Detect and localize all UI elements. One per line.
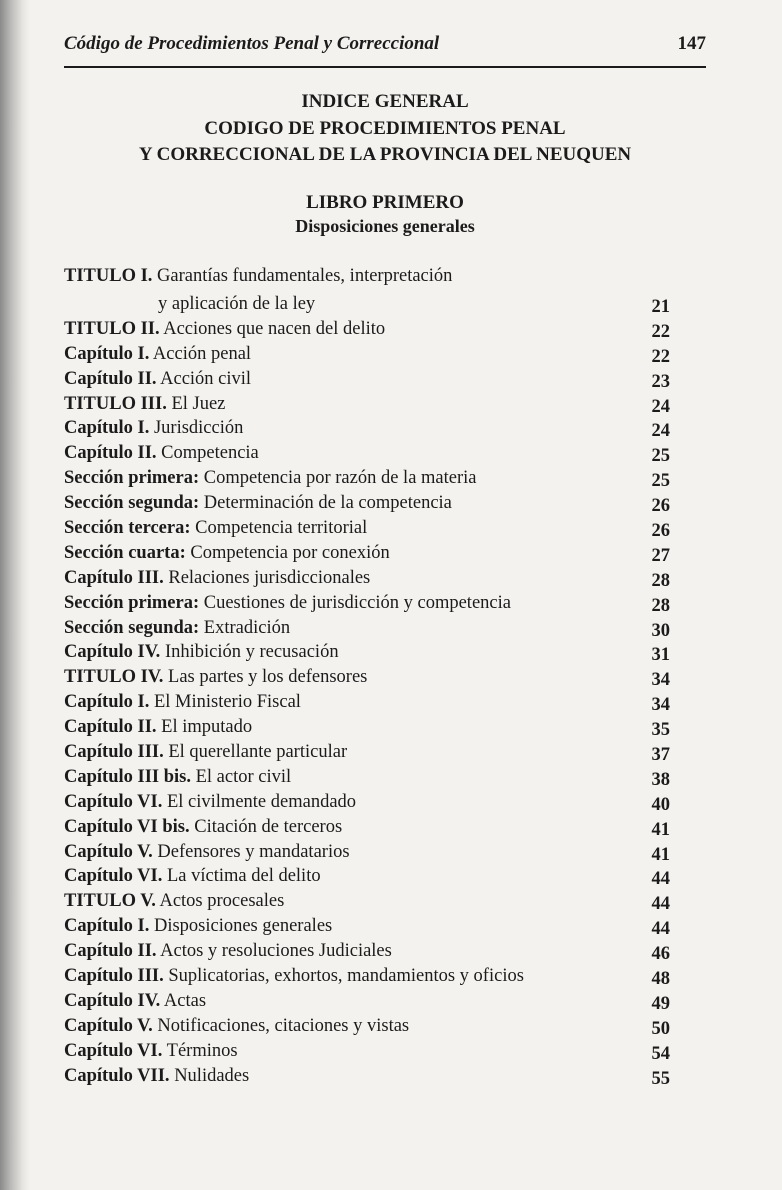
toc-entry: [64, 840, 706, 865]
toc-entry-page: 44: [651, 919, 670, 940]
book-subtitle: Disposiciones generales: [295, 216, 475, 236]
toc-entry-title: Competencia territorial: [190, 518, 368, 539]
toc-entry: [64, 640, 706, 665]
toc-entry-title: Actos procesales: [155, 891, 285, 912]
toc-entry-title: El actor civil: [190, 766, 292, 787]
toc-entry: [64, 264, 706, 292]
toc-entry-page: 22: [651, 346, 670, 367]
code-title-line1: CODIGO DE PROCEDIMIENTOS PENAL: [204, 118, 566, 139]
toc-entry: [64, 765, 706, 790]
toc-entry-title: Competencia: [156, 443, 259, 464]
toc-entry-page: 27: [651, 545, 670, 566]
toc-entry-label: Sección segunda:: [64, 493, 200, 514]
toc-entry: [64, 516, 706, 541]
toc-entry: [64, 1014, 706, 1039]
toc-entry-label: TITULO III.: [64, 393, 167, 414]
toc-entry: [64, 964, 706, 989]
toc-entry: [64, 914, 706, 939]
toc-entry-label: Capítulo II.: [64, 717, 157, 738]
toc-entry-title: Disposiciones generales: [149, 916, 333, 937]
toc-entry: [64, 665, 706, 690]
toc-entry: [64, 292, 706, 317]
toc-entry-label: Capítulo VI.: [64, 866, 163, 887]
toc-entry-title: Acciones que nacen del delito: [159, 318, 386, 339]
toc-entry-label: Sección primera:: [64, 468, 200, 489]
toc-entry-title: Inhibición y recusación: [160, 642, 339, 663]
table-of-contents: [64, 264, 706, 1089]
toc-entry-page: 28: [651, 595, 670, 616]
toc-entry-title: Relaciones jurisdiccionales: [163, 567, 371, 588]
toc-entry-label: TITULO V.: [64, 891, 156, 912]
code-title-line2: Y CORRECCIONAL DE LA PROVINCIA DEL NEUQUEN: [138, 144, 632, 165]
toc-entry-page: 31: [651, 645, 670, 666]
toc-entry-title: Notificaciones, citaciones y vistas: [152, 1015, 410, 1036]
toc-entry-label: Capítulo III.: [64, 966, 164, 987]
toc-entry-page: 26: [651, 496, 670, 517]
toc-entry-label: Capítulo VI.: [64, 791, 163, 812]
toc-entry-label: Capítulo I.: [64, 916, 150, 937]
toc-entry-title: Competencia por razón de la materia: [199, 468, 477, 489]
toc-entry-title: Acción penal: [149, 343, 252, 364]
running-head-title: Código de Procedimientos Penal y Correccional: [64, 33, 440, 54]
toc-entry-page: 37: [651, 745, 670, 766]
toc-entry: [64, 889, 706, 914]
toc-entry-page: 35: [651, 720, 670, 741]
toc-entry-page: 44: [651, 894, 670, 915]
toc-entry-label: Capítulo II.: [64, 941, 157, 962]
toc-entry-title: El Juez: [166, 393, 226, 414]
toc-entry-title: Competencia por conexión: [185, 542, 390, 563]
toc-entry: [64, 541, 706, 566]
toc-entry-label: Sección cuarta:: [64, 542, 186, 563]
toc-entry-page: 21: [651, 297, 670, 317]
toc-entry-page: 49: [651, 993, 670, 1014]
toc-entry-page: 26: [651, 521, 670, 542]
toc-entry-page: 41: [651, 819, 670, 840]
toc-entry-title: Cuestiones de jurisdicción y competencia: [199, 592, 511, 613]
toc-entry-page: 48: [651, 969, 670, 990]
toc-entry-label: Capítulo III.: [64, 567, 164, 588]
toc-entry-label: Capítulo II.: [64, 368, 157, 389]
toc-entry-label: Capítulo III.: [64, 742, 164, 763]
toc-entry-label: Capítulo II.: [64, 443, 157, 464]
toc-entry-label: TITULO I.: [64, 266, 153, 286]
toc-entry-page: 23: [651, 371, 670, 392]
toc-entry: [64, 864, 706, 889]
toc-entry-page: 38: [651, 769, 670, 790]
toc-entry-title: La víctima del delito: [162, 866, 321, 887]
toc-entry-page: 46: [651, 944, 670, 965]
toc-entry-page: 44: [651, 869, 670, 890]
toc-entry-page: 30: [651, 620, 670, 641]
toc-entry-label: Capítulo I.: [64, 692, 150, 713]
toc-entry-title: y aplicación de la ley: [158, 294, 316, 314]
toc-entry: [64, 466, 706, 491]
toc-entry: [64, 416, 706, 441]
toc-entry: [64, 1039, 706, 1064]
toc-entry-label: Sección tercera:: [64, 518, 191, 539]
toc-entry-title: El Ministerio Fiscal: [149, 692, 301, 713]
toc-entry: [64, 342, 706, 367]
toc-entry-title: Actas: [160, 990, 207, 1011]
toc-entry-title: Jurisdicción: [149, 418, 244, 439]
toc-entry-label: Capítulo III bis.: [64, 766, 191, 787]
toc-entry-title: Acción civil: [156, 368, 252, 389]
toc-entry: [64, 790, 706, 815]
toc-entry: [64, 815, 706, 840]
toc-entry-title: Actos y resoluciones Judiciales: [156, 941, 392, 962]
toc-entry: [64, 591, 706, 616]
toc-entry-title: El imputado: [156, 717, 253, 738]
toc-entry-page: 40: [651, 794, 670, 815]
toc-entry-title: Determinación de la competencia: [199, 493, 452, 514]
toc-entry-page: 41: [651, 844, 670, 865]
toc-entry: [64, 989, 706, 1014]
toc-entry-title: El querellante particular: [163, 742, 348, 763]
toc-entry-page: 24: [651, 396, 670, 417]
toc-entry: [64, 939, 706, 964]
toc-entry-label: TITULO IV.: [64, 667, 164, 688]
toc-entry-label: Capítulo V.: [64, 1015, 153, 1036]
toc-entry-label: Capítulo VII.: [64, 1065, 170, 1086]
running-head: [64, 33, 706, 55]
toc-entry: [64, 740, 706, 765]
toc-entry-page: 25: [651, 446, 670, 467]
toc-entry: [64, 715, 706, 740]
toc-entry: [64, 317, 706, 342]
index-heading: INDICE GENERAL: [301, 91, 469, 112]
toc-entry-label: Capítulo VI.: [64, 1040, 163, 1061]
toc-entry: [64, 392, 706, 417]
toc-entry-page: 22: [651, 321, 670, 342]
toc-entry-title: Citación de terceros: [189, 816, 343, 837]
toc-entry-title: Nulidades: [169, 1065, 250, 1086]
toc-entry-label: Capítulo VI bis.: [64, 816, 190, 837]
toc-entry: [64, 441, 706, 466]
toc-entry-page: 28: [651, 570, 670, 591]
toc-entry: [64, 690, 706, 715]
toc-entry-label: Capítulo V.: [64, 841, 153, 862]
toc-entry-title: Las partes y los defensores: [163, 667, 368, 688]
toc-entry-page: 55: [651, 1068, 670, 1089]
toc-entry-title: Garantías fundamentales, interpretación: [152, 266, 453, 286]
toc-entry-label: Capítulo IV.: [64, 990, 161, 1011]
book-title: LIBRO PRIMERO: [306, 192, 464, 213]
toc-entry: [64, 367, 706, 392]
toc-entry-title: Términos: [162, 1040, 238, 1061]
toc-entry-page: 24: [651, 421, 670, 442]
toc-entry-label: Capítulo IV.: [64, 642, 161, 663]
toc-entry-label: Sección segunda:: [64, 617, 200, 638]
toc-entry-page: 34: [651, 670, 670, 691]
toc-entry-page: 54: [651, 1043, 670, 1064]
toc-entry: [64, 616, 706, 641]
toc-entry-page: 50: [651, 1018, 670, 1039]
toc-entry-title: Suplicatorias, exhortos, mandamientos y oficios: [163, 966, 524, 987]
toc-entry-page: 25: [651, 471, 670, 492]
toc-entry-title: El civilmente demandado: [162, 791, 357, 812]
toc-entry-label: Capítulo I.: [64, 418, 150, 439]
toc-entry-title: Extradición: [199, 617, 291, 638]
toc-entry: [64, 1064, 706, 1089]
toc-entry-title: Defensores y mandatarios: [152, 841, 350, 862]
toc-entry-page: 34: [651, 695, 670, 716]
toc-entry-label: Sección primera:: [64, 592, 200, 613]
toc-entry: [64, 491, 706, 516]
page-number: 147: [677, 33, 706, 54]
toc-entry-label: TITULO II.: [64, 318, 160, 339]
toc-entry: [64, 566, 706, 591]
toc-entry-label: Capítulo I.: [64, 343, 150, 364]
header-rule: [64, 66, 706, 68]
